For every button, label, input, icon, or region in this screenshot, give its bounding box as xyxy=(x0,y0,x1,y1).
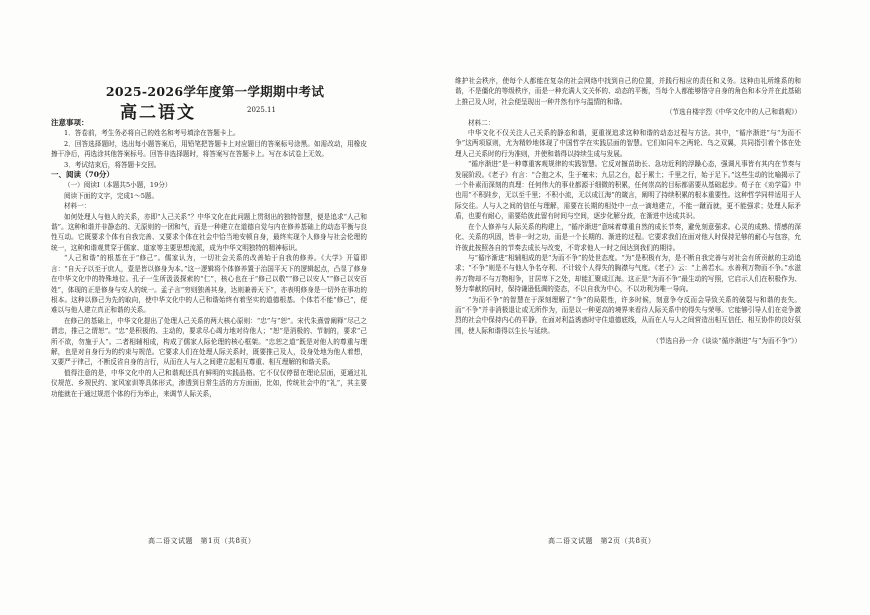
paragraph: “人己和谐”的根基在于“修己”。儒家认为，一切社会关系的改善始于自我的修养。《大学》开篇即言：“自天子以至于庶人，壹是皆以修身为本。”这一逻辑将个体修养置于治国平天下的逻辑起点，凸显了修身在中华文化中的特殊地位。孔子一生所汲汲探索的“仁”，核心也在于“修己以敬”“修己以安人”“修己以安百姓”，体现的正是修身与安人的统一。孟子言“穷则独善其身，达则兼善天下”，亦表明修身是一切外在事功的根本。这种以修己为先的取向，使中华文化中的人己和谐始终有着坚实的道德根基。个体若不能“修己”，便难以与他人建立真正和谐的关系。 xyxy=(51,254,367,315)
reading-instruction: 阅读下面的文字，完成1～5题。 xyxy=(64,191,159,200)
paragraph: “循序渐进”是一种尊重客观规律的实践智慧。它反对揠苗助长、急功近利的浮躁心态，强调凡事皆有其内在节奏与发展阶段。《老子》有言：“合抱之木，生于毫末；九层之台，起于累土；千里之行，始于足下。”这些生动的比喻揭示了一个朴素而深刻的真理：任何伟大的事业都源于细微的积累，任何崇高的目标都需要从基础起步。荀子在《劝学篇》中也用“不积跬步，无以至千里；不积小流，无以成江海”的箴言，阐明了持续积累的根本重要性。这种哲学同样适用于人际交往。人与人之间的信任与理解，需要在长期的相处中一点一滴地建立，不能一蹴而就，更不能强求；处理人际矛盾，也要有耐心，需要给彼此留有时间与空间，逐步化解分歧，在渐进中达成共识。 xyxy=(455,160,801,221)
subject-title: 高二语文 xyxy=(120,103,196,123)
paragraph: 如何处理人与他人的关系，亦即“人己关系”？中华文化在此问题上贯彻出的独特智慧，便是追求“人己和谐”。这种和谐并非静态的、无原则的一团和气，而是一种建立在道德自觉与内在修养基础上的动态平衡与良性互动。它既要求个体有自我完善、又要求个体在社会中恰当地安顿自身，最终实现个人修身与社会伦理的统一，这种和谐观贯穿于儒家、道家等主要思想流派，成为中华文明独特的精神标识。 xyxy=(51,212,367,252)
source-citation: （节选自楼宇烈《中华文化中的人己和谐观》） xyxy=(665,108,801,117)
notice-item: 2．回答选择题时，选出每小题答案后，用铅笔把答题卡上对应题目的答案标号涂黑。如需改动，用橡皮擦干净后，再选涂其他答案标号。回答非选择题时，将答案写在答题卡上。写在本试卷上无效。 xyxy=(51,139,367,159)
section-heading: 一、阅读（70分） xyxy=(51,170,114,180)
notice-heading: 注意事项： xyxy=(51,118,89,127)
paragraph: 在修己的基础上，中华文化提出了处理人己关系的两大核心原则：“忠”与“恕”。宋代朱熹曾阐释“尽己之谓忠，推己之谓恕”。“忠”是积极的、主动的，要求尽心竭力地对待他人；“恕”是消极的、节制的，要求“己所不欲，勿施于人”。二者相辅相成，构成了儒家人际伦理的核心框架。“忠恕之道”既是对他人的尊重与理解，也是对自身行为的约束与规范。它要求人们在处理人际关系时，既要推己及人，设身处地为他人着想，又要严于律己，不断反省自身的言行，从而在人与人之间建立起相互尊重、相互理解的和谐关系。 xyxy=(51,316,367,367)
paragraph: “为而不争”的智慧在于深刻理解了“争”的局限性，许多时候，刻意争夺反而会导致关系的破裂与和谐的丧失。而“不争”并非消极退让或无所作为，而是以一种更高的境界来看待人际关系中的得失与荣辱。它能够引导人们在竞争激烈的社会中保持内心的平静，在面对利益诱惑时守住道德底线，从而在人与人之间营造出相互信任、相互协作的良好氛围，使人际和谐得以生长与延续。 xyxy=(455,295,801,335)
page-right xyxy=(435,0,870,615)
page-footer: 高二语文试题 第1页（共8页） xyxy=(148,537,256,545)
material-label: 材料二： xyxy=(468,118,495,127)
page-footer: 高二语文试题 第2页（共8页） xyxy=(548,537,656,545)
notice-section xyxy=(51,118,367,399)
exam-title: 2025-2026学年度第一学期期中考试 xyxy=(105,84,325,99)
subsection-heading: （一）阅读Ⅰ（本题共5小题，19分） xyxy=(64,181,172,190)
paragraph: 在个人修养与人际关系的构建上，“循序渐进”意味着尊重自然的成长节奏，避免刻意强求。心灵的成熟、情感的深化、关系的巩固，皆非一时之功，而是一个长期的、渐进的过程。它要求我们在面对他人时保持足够的耐心与包容，允许彼此按照各自的节奏去成长与改变，不苛求他人一时之间达到我们的期待。 xyxy=(455,222,801,252)
material-label: 材料一： xyxy=(64,202,91,211)
paragraph: 值得注意的是，中华文化中的人己和谐观还具有鲜明的实践品格。它不仅仅停留在理论层面，更通过礼仪规范、乡规民约、家风家训等具体形式，渗透到日常生活的方方面面，比如，传统社会中的“礼”，其主要功能就在于通过规范个体的行为举止，来调节人际关系， xyxy=(51,368,367,398)
notice-item: 3．考试结束后，将答题卡交回。 xyxy=(64,160,161,169)
material-section xyxy=(455,76,801,347)
paragraph: 中华文化不仅关注人己关系的静态和谐，更重视追求这种和谐的动态过程与方法。其中，“循序渐进”与“为而不争”这两项原则，尤为精妙地体现了中国哲学在实践层面的智慧。它们如同车之两轮、鸟之双翼，共同指引着个体在处理人己关系时的行为准则，并使和谐得以持续生成与发展。 xyxy=(455,129,801,158)
paragraph: 与“循序渐进”相辅相成的是“为而不争”的处世态度。“为”是积极有为，是不断自我完善与对社会有所贡献的主动追求；“不争”则是不与他人争名夺利、不计较个人得失的胸襟与气度。《老子》云：“上善若水。水善利万物而不争。”水滋养万物却不与万物相争，甘居卑下之处，却能汇聚成江海。这正是“为而不争”最生动的写照，它启示人们在积极作为、努力奉献的同时，保持谦逊低调的姿态，不以自我为中心，不以功利为唯一导向。 xyxy=(455,253,801,294)
notice-item: 1．答卷前，考生务必将自己的姓名和考号填涂在答题卡上。 xyxy=(64,129,240,138)
source-citation: （节选自孙一介《谈谈“循序渐进”与“为而不争”》） xyxy=(652,337,801,346)
exam-date: 2025.11 xyxy=(247,106,276,114)
paragraph: 维护社会秩序，使每个人都能在复杂的社会网络中找到自己的位置，并践行相应的责任和义务。这种由礼所维系的和谐，不是僵化的等级秩序，而是一种充满人文关怀的、动态的平衡，当每个人都能够恪守自身的角色和本分并在此基础上推己及人时，社会便呈现出一种井然有序与温情的和谐。 xyxy=(455,77,801,106)
